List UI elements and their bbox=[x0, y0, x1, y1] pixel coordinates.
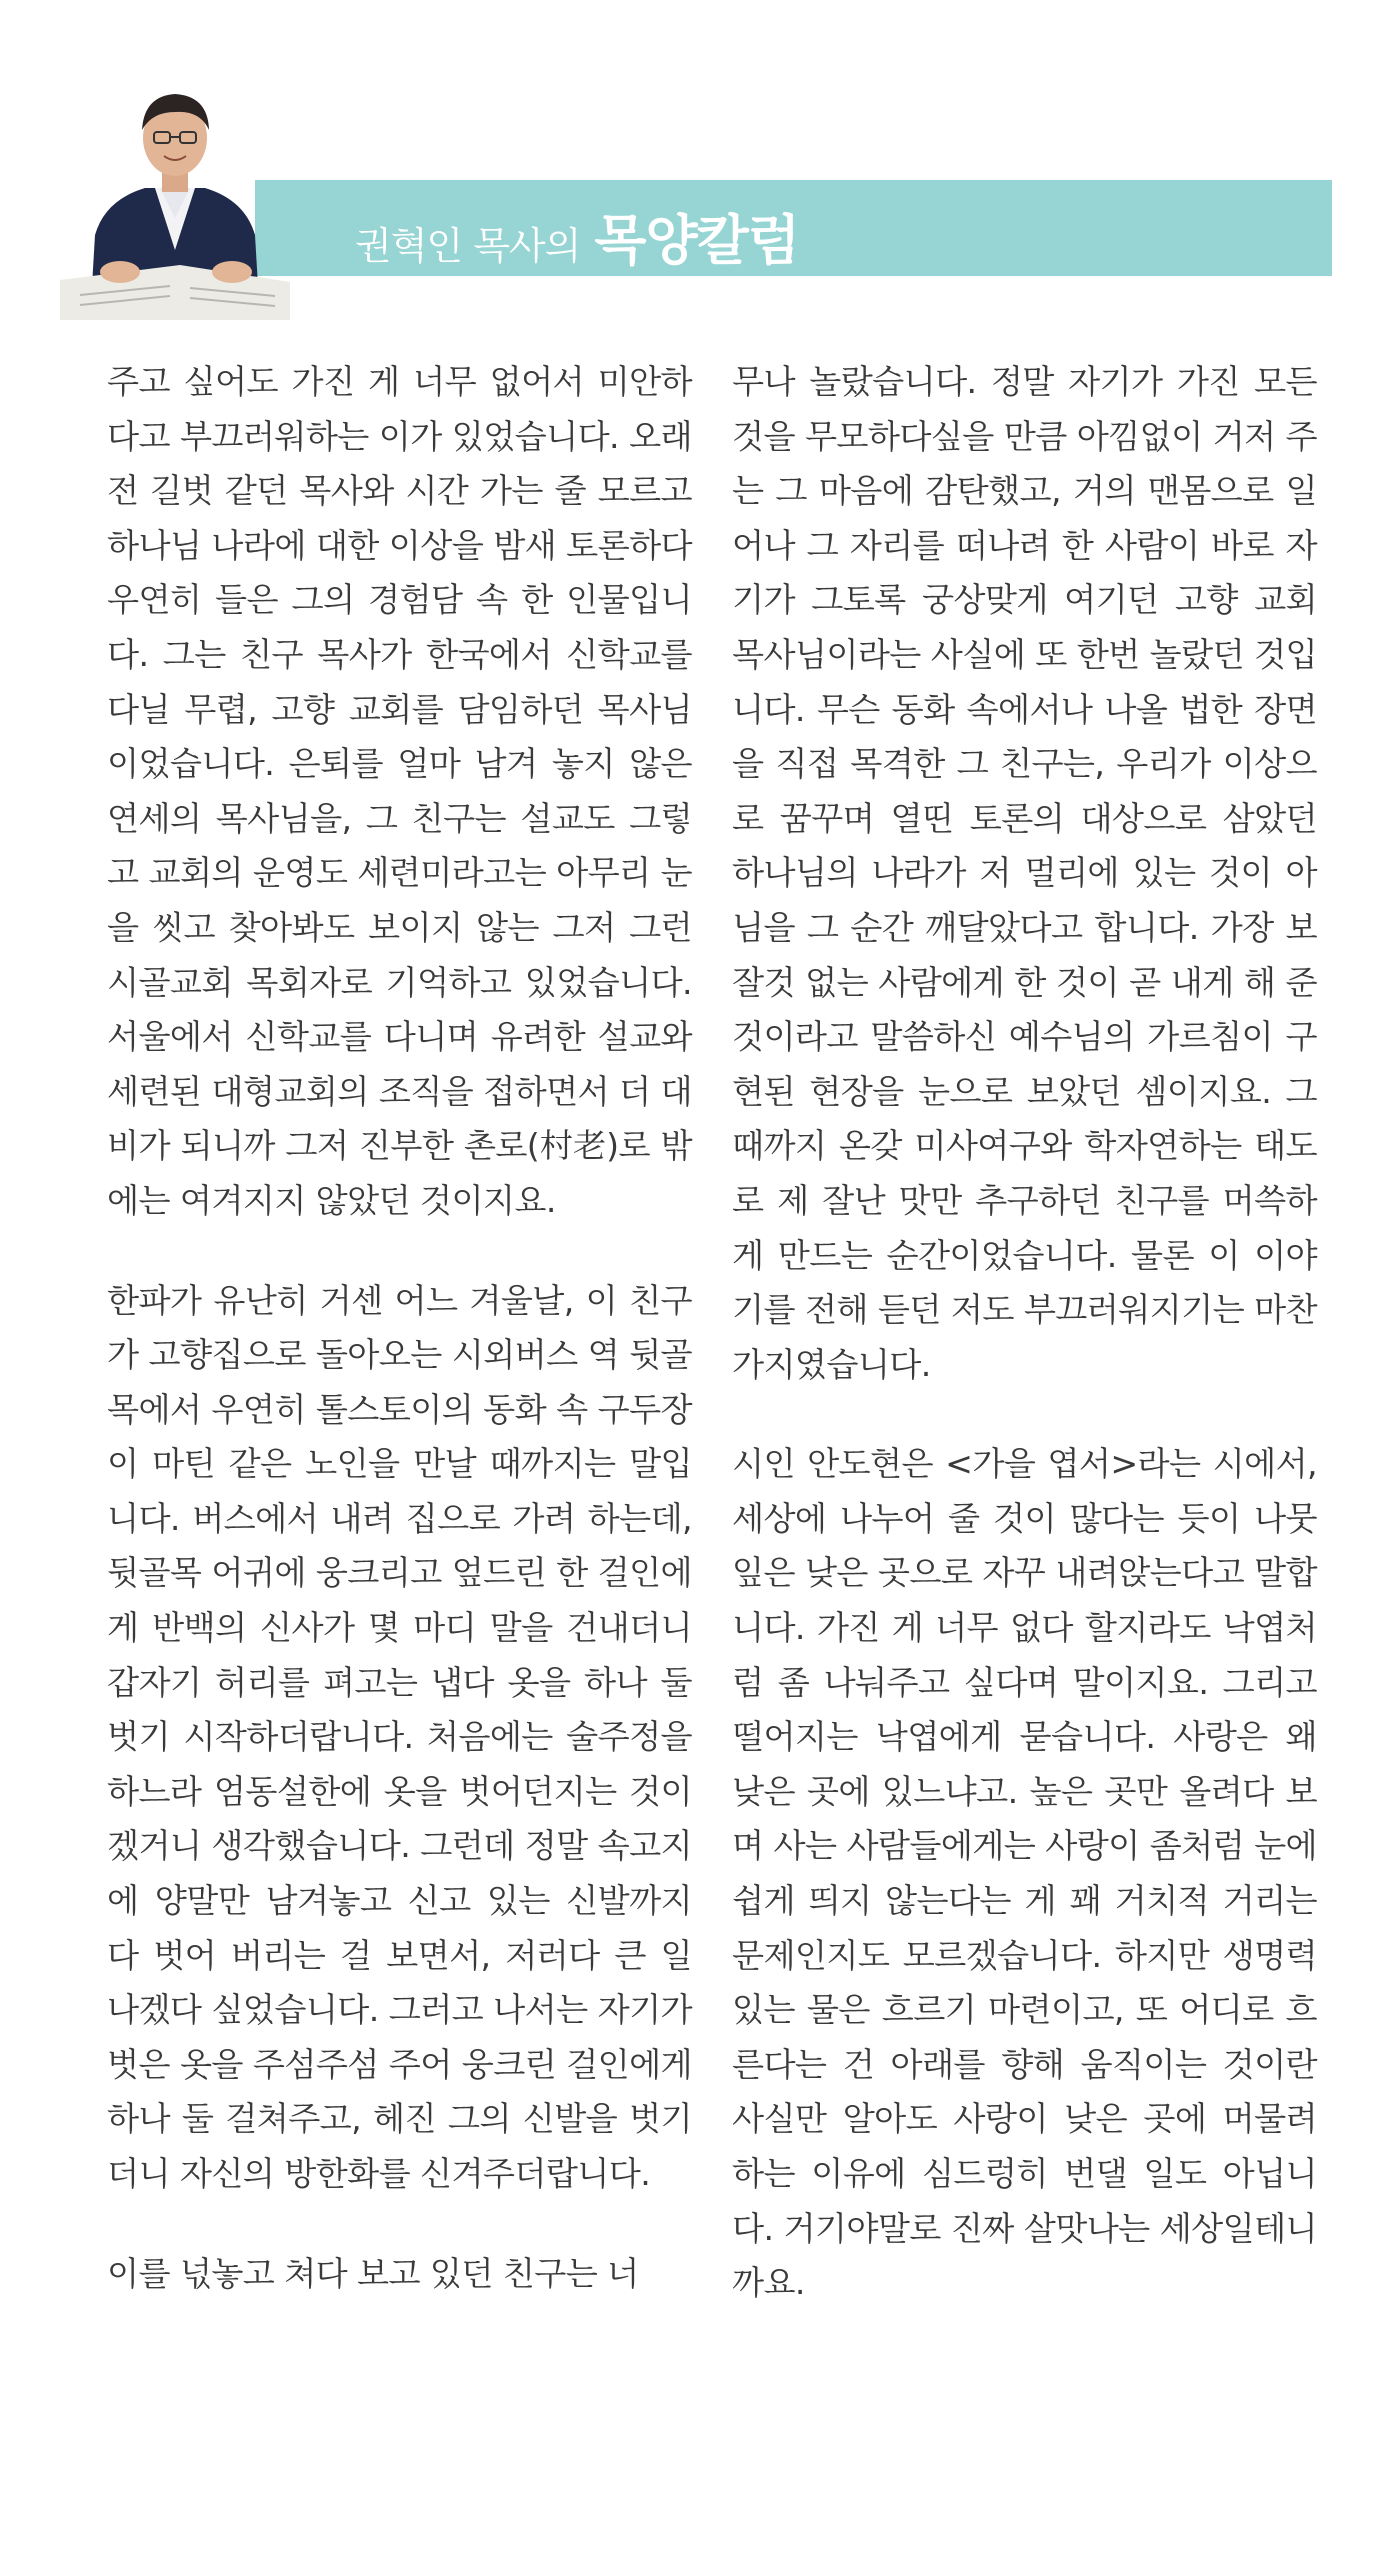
paragraph: 주고 싶어도 가진 게 너무 없어서 미안하다고 부끄러워하는 이가 있었습니다. 오래 전 길벗 같던 목사와 시간 가는 줄 모르고 하나님 나라에 대한 이상을 밤새 토론하다 우연히 들은 그의 경험담 속 한 인물입니다. 그는 친구 목사가 한국에서 신학교를 다닐 무렵, 고향 교회를 담임하던 목사님이었습니다. 은퇴를 얼마 남겨 놓지 않은 연세의 목사님을, 그 친구는 설교도 그렇고 교회의 운영도 세련미라고는 아무리 눈을 씻고 찾아봐도 보이지 않는 그저 그런 시골교회 목회자로 기억하고 있었습니다. 서울에서 신학교를 다니며 유려한 설교와 세련된 대형교회의 조직을 접하면서 더 대비가 되니까 그저 진부한 촌로(村老)로 밖에는 여겨지지 않았던 것이지요. bbox=[107, 362, 692, 1220]
header-prefix: 권혁인 목사의 bbox=[355, 224, 581, 268]
left-column bbox=[107, 355, 692, 2346]
paragraph: 이를 넋놓고 쳐다 보고 있던 친구는 너 bbox=[107, 2253, 639, 2293]
paragraph: 무나 놀랐습니다. 정말 자기가 가진 모든 것을 무모하다싶을 만큼 아낌없이 거저 주는 그 마음에 감탄했고, 거의 맨몸으로 일어나 그 자리를 떠나려 한 사람이 바로 자기가 그토록 궁상맞게 여기던 고향 교회 목사님이라는 사실에 또 한번 놀랐던 것입니다. 무슨 동화 속에서나 나올 법한 장면을 직접 목격한 그 친구는, 우리가 이상으로 꿈꾸며 열띤 토론의 대상으로 삼았던 하나님의 나라가 저 멀리에 있는 것이 아님을 그 순간 깨달았다고 합니다. 가장 보잘것 없는 사람에게 한 것이 곧 내게 해 준 것이라고 말씀하신 예수님의 가르침이 구현된 현장을 눈으로 보았던 셈이지요. 그때까지 온갖 미사여구와 학자연하는 태도로 제 잘난 맛만 추구하던 친구를 머쓱하게 만드는 순간이었습니다. 물론 이 이야기를 전해 듣던 저도 부끄러워지기는 마찬가지였습니다. bbox=[732, 362, 1317, 1384]
column-header-title bbox=[355, 180, 799, 276]
right-column bbox=[732, 355, 1317, 2356]
author-portrait bbox=[60, 50, 290, 320]
paragraph: 한파가 유난히 거센 어느 겨울날, 이 친구가 고향집으로 돌아오는 시외버스 역 뒷골목에서 우연히 톨스토이의 동화 속 구두장이 마틴 같은 노인을 만날 때까지는 말입니다. 버스에서 내려 집으로 가려 하는데, 뒷골목 어귀에 웅크리고 엎드린 한 걸인에게 반백의 신사가 몇 마디 말을 건내더니 갑자기 허리를 펴고는 냅다 옷을 하나 둘 벗기 시작하더랍니다. 처음에는 술주정을 하느라 엄동설한에 옷을 벗어던지는 것이겠거니 생각했습니다. 그런데 정말 속고지에 양말만 남겨놓고 신고 있는 신발까지 다 벗어 버리는 걸 보면서, 저러다 큰 일 나겠다 싶었습니다. 그러고 나서는 자기가 벗은 옷을 주섬주섬 주어 웅크린 걸인에게 하나 둘 걸쳐주고, 헤진 그의 신발을 벗기더니 자신의 방한화를 신겨주더랍니다. bbox=[107, 1280, 692, 2193]
header-main-title: 목양칼럼 bbox=[594, 209, 799, 272]
paragraph: 시인 안도현은 <가을 엽서>라는 시에서, 세상에 나누어 줄 것이 많다는 듯이 나뭇잎은 낮은 곳으로 자꾸 내려앉는다고 말합니다. 가진 게 너무 없다 할지라도 낙엽처럼 좀 나눠주고 싶다며 말이지요. 그리고 떨어지는 낙엽에게 묻습니다. 사랑은 왜 낮은 곳에 있느냐고. 높은 곳만 올려다 보며 사는 사람들에게는 사랑이 좀처럼 눈에 쉽게 띄지 않는다는 게 꽤 거치적 거리는 문제인지도 모르겠습니다. 하지만 생명력 있는 물은 흐르기 마련이고, 또 어디로 흐른다는 건 아래를 향해 움직이는 것이란 사실만 알아도 사랑이 낮은 곳에 머물려 하는 이유에 심드렁히 번댈 일도 아닙니다. 거기야말로 진짜 살맛나는 세상일테니까요. bbox=[732, 1444, 1317, 2303]
